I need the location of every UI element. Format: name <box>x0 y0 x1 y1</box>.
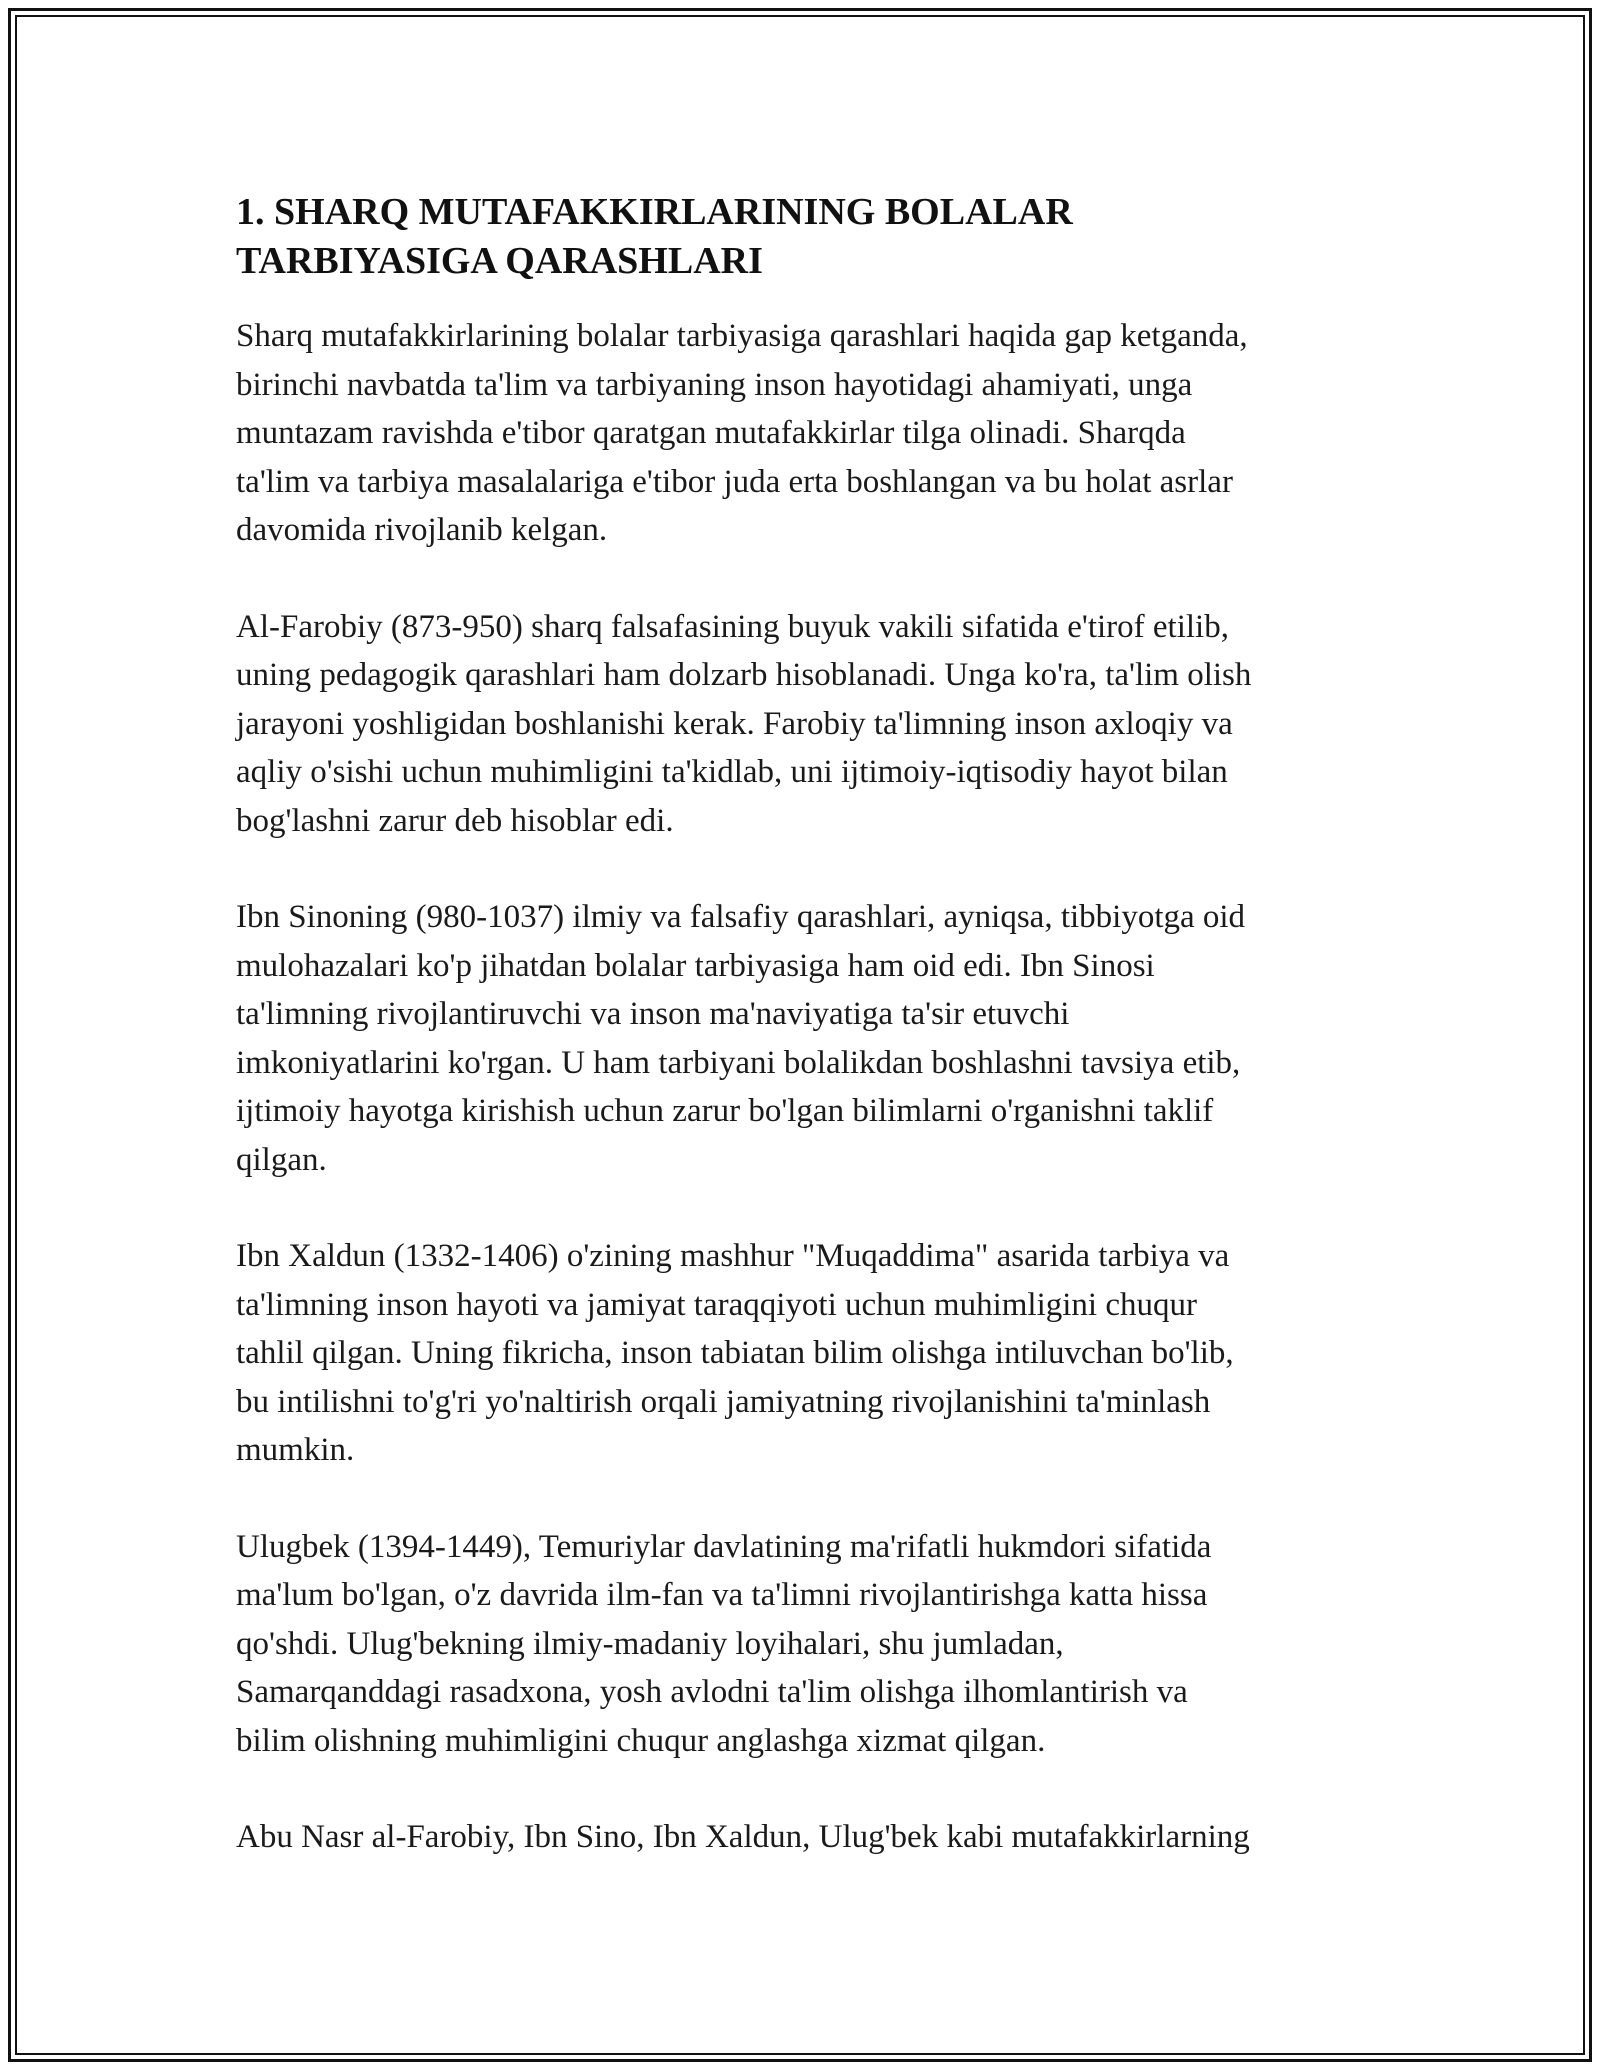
title-line: 1. SHARQ MUTAFAKKIRLARINING BOLALAR <box>236 191 1073 233</box>
text-line: Ulugbek (1394-1449), Temuriylar davlatining ma'rifatli hukmdori sifatida <box>236 1528 1212 1565</box>
text-line: imkoniyatlarini ko'rgan. U ham tarbiyani bolalikdan boshlashni tavsiya etib, <box>236 1044 1241 1081</box>
paragraph-ulugbek <box>236 1523 1396 1766</box>
text-line: bilim olishning muhimligini chuqur anglashga xizmat qilgan. <box>236 1722 1046 1759</box>
document-body <box>236 188 1396 1910</box>
text-line: jarayoni yoshligidan boshlanishi kerak. Farobiy ta'limning inson axloqiy va <box>236 705 1233 742</box>
text-line: bu intilishni to'g'ri yo'naltirish orqali jamiyatning rivojlanishini ta'minlash <box>236 1383 1211 1420</box>
text-line: ma'lum bo'lgan, o'z davrida ilm-fan va ta'limni rivojlantirishga katta hissa <box>236 1577 1208 1613</box>
section-title <box>236 188 1396 286</box>
text-line: uning pedagogik qarashlari ham dolzarb hisoblanadi. Unga ko'ra, ta'lim olish <box>236 657 1252 693</box>
text-line: Sharq mutafakkirlarining bolalar tarbiyasiga qarashlari haqida gap ketganda, <box>236 318 1248 354</box>
text-line: Ibn Xaldun (1332-1406) o'zining mashhur "Muqaddima" asarida tarbiya va <box>236 1238 1230 1274</box>
text-line: ijtimoiy hayotga kirishish uchun zarur bo'lgan bilimlarni o'rganishni taklif <box>236 1093 1214 1129</box>
text-line: ta'limning inson hayoti va jamiyat taraqqiyoti uchun muhimligini chuqur <box>236 1286 1197 1323</box>
text-line: tahlil qilgan. Uning fikricha, inson tabiatan bilim olishga intiluvchan bo'lib, <box>236 1335 1234 1371</box>
title-line: TARBIYASIGA QARASHLARI <box>236 240 763 282</box>
text-line: Al-Farobiy (873-950) sharq falsafasining buyuk vakili sifatida e'tirof etilib, <box>236 608 1229 645</box>
text-line: Abu Nasr al-Farobiy, Ibn Sino, Ibn Xaldun, Ulug'bek kabi mutafakkirlarning <box>236 1819 1250 1855</box>
paragraph-farobiy <box>236 603 1396 846</box>
text-line: Ibn Sinoning (980-1037) ilmiy va falsafiy qarashlari, ayniqsa, tibbiyotga oid <box>236 899 1246 935</box>
text-line: davomida rivojlanib kelgan. <box>236 512 608 548</box>
paragraph-ibn-xaldun <box>236 1232 1396 1475</box>
text-line: qo'shdi. Ulug'bekning ilmiy-madaniy loyihalari, shu jumladan, <box>236 1625 1064 1662</box>
text-line: mumkin. <box>236 1432 355 1468</box>
text-line: mulohazalari ko'p jihatdan bolalar tarbiyasiga ham oid edi. Ibn Sinosi <box>236 947 1155 984</box>
text-line: birinchi navbatda ta'lim va tarbiyaning inson hayotidagi ahamiyati, unga <box>236 366 1193 403</box>
paragraph-conclusion <box>236 1813 1396 1862</box>
text-line: Samarqanddagi rasadxona, yosh avlodni ta'lim olishga ilhomlantirish va <box>236 1674 1188 1710</box>
text-line: muntazam ravishda e'tibor qaratgan mutafakkirlar tilga olinadi. Sharqda <box>236 415 1186 451</box>
text-line: ta'limning rivojlantiruvchi va inson ma'naviyatiga ta'sir etuvchi <box>236 996 1070 1032</box>
paragraph-ibn-sino <box>236 893 1396 1184</box>
text-line: qilgan. <box>236 1141 327 1178</box>
paragraph-intro <box>236 312 1396 555</box>
text-line: aqliy o'sishi uchun muhimligini ta'kidlab, uni ijtimoiy-iqtisodiy hayot bilan <box>236 754 1228 790</box>
text-line: ta'lim va tarbiya masalalariga e'tibor juda erta boshlangan va bu holat asrlar <box>236 463 1233 500</box>
text-line: bog'lashni zarur deb hisoblar edi. <box>236 802 674 839</box>
